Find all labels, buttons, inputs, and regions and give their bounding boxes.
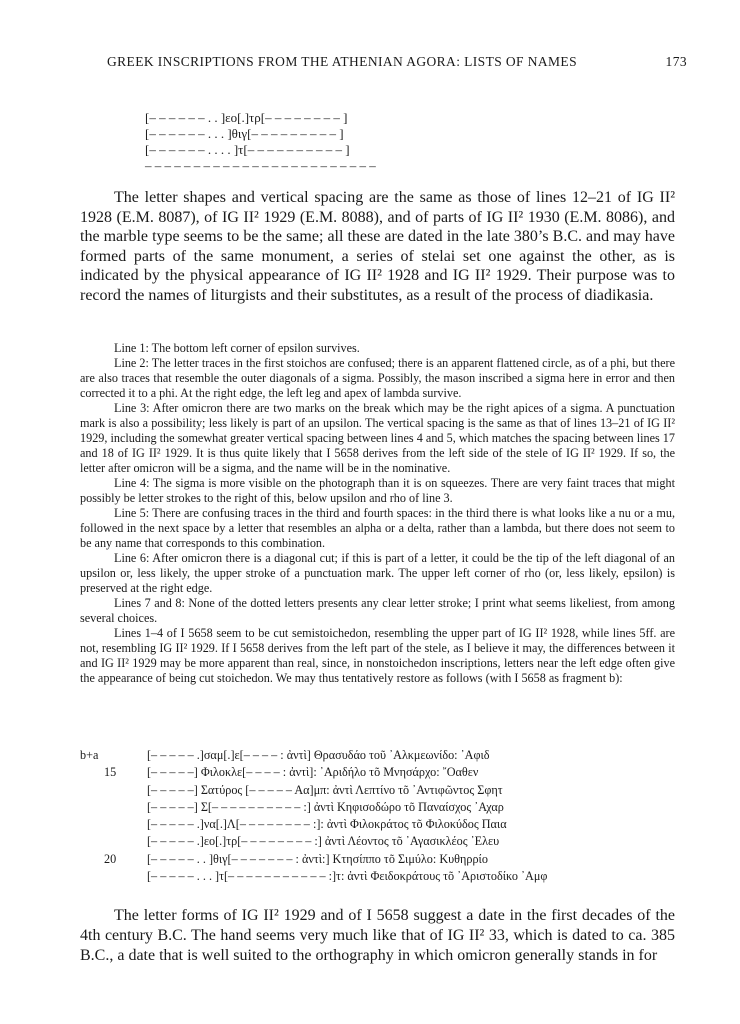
paragraph-1: The letter shapes and vertical spacing are the same as those of lines 12–21 of IG II² 1928 (E.M. 8087), of IG II² 1929 (E.M. 8088), and of parts of IG II² 1930 (E.M. 8086), and the marble type seems to be the same; all these are dated in the late 380’s B.C. and may have formed parts of the same monument, a series of stelai set one against the other, as is indicated by the physical appearance of IG II² 1928 and IG II² 1929. Their purpose was to record the names of liturgists and their substitutes, as a result of the process of diadikasia. [80, 189, 675, 304]
restoration-row [80, 833, 700, 850]
fragment-line: [– – – – – – . . ]εο[.]τρ[– – – – – – – – ] [145, 110, 348, 125]
restoration-line: [– – – – –] Φιλοκλε[– – – – : ἀντὶ]: ᾿Αριδήλο τõ Μνησάρχο: ῎Οαθεν [147, 765, 479, 780]
line-number: 20 [104, 851, 117, 866]
fragment-line: [– – – – – – . . . ]θιγ[– – – – – – – – – ] [145, 126, 344, 141]
note-lines-7-8: Lines 7 and 8: None of the dotted letters presents any clear letter stroke; I print what seems likeliest, from among several choices. [80, 596, 675, 625]
restoration-row [80, 747, 700, 764]
final-paragraph: The letter forms of IG II² 1929 and of I 5658 suggest a date in the first decades of the 4th century B.C. The hand seems very much like that of IG II² 33, which is dated to ca. 385 B.C., a date that is well suited to the orthography in which omicron generally stands in for [80, 907, 675, 964]
restoration-line: [– – – – – .]εο[.]τρ[– – – – – – – – :] ἀντὶ Λέοντος τõ ᾿Αγασικλέος ᾿Ελευ [147, 834, 500, 849]
note-line-4: Line 4: The sigma is more visible on the photograph than it is on squeezes. There are very faint traces that might possibly be letter strokes to the right of this, below upsilon and rho of line 3. [80, 476, 675, 505]
restoration-text [80, 747, 700, 885]
inscription-fragment [145, 110, 376, 174]
restoration-line: [– – – – –] Σ[– – – – – – – – – – :] ἀντὶ Κηφισοδώρο τõ Παναίσχος ᾿Αχαρ [147, 799, 504, 814]
restoration-line: [– – – – – . . . ]τ[– – – – – – – – – – – :]τ: ἀντὶ Φειδοκράτους τõ ᾿Αριστοδίκο ᾿Αμφ [147, 869, 548, 884]
note-line-2: Line 2: The letter traces in the first stoichos are confused; there is an apparent flattened circle, as of a phi, but there are also traces that resemble the outer diagonals of a sigma. Possibly, the mason inscribed a sigma here in error and then corrected it to a phi. At the right edge, the left leg and apex of lambda survive. [80, 356, 675, 400]
restoration-row [80, 799, 700, 816]
fragment-line: – – – – – – – – – – – – – – – – – – – – – – – – [145, 158, 376, 173]
restoration-line: [– – – – –] Σατύρος [– – – – – Αα]μπ: ἀντὶ Λεπτίνο τõ ᾿Αντιφῶντος Σφητ [147, 782, 503, 797]
note-line-3: Line 3: After omicron there are two marks on the break which may be the right apices of a sigma. A punctuation mark is also a possibility; less likely is part of an upsilon. The vertical spacing is the same as that of lines 13–21 of IG II² 1929, including the somewhat greater vertical spacing between lines 4 and 5, which matches the spacing between lines 17 and 18 of IG II² 1929. It is thus quite likely that I 5658 derives from the left side of the stele of IG II² 1929. If so, the letter after omicron will be a sigma, and the name will be in the nominative. [80, 401, 675, 475]
restoration-line: [– – – – – . . ]θιγ[– – – – – – – : ἀντὶ:] Κτησίππο τõ Σιμύλο: Κυθηρρίο [147, 851, 488, 866]
fragment-line: [– – – – – – . . . . ]τ[– – – – – – – – – – ] [145, 142, 350, 157]
note-line-6: Line 6: After omicron there is a diagonal cut; if this is part of a letter, it could be the tip of the left diagonal of an upsilon or, less likely, the upper stroke of a punctuation mark. The upper left corner of rho (or, less likely, epsilon) is preserved at the right edge. [80, 551, 675, 595]
restoration-line: [– – – – – .]να[.]Λ[– – – – – – – – :]: ἀντὶ Φιλοκράτος τõ Φιλοκύδος Παια [147, 817, 507, 832]
fragment-label: b+a [80, 748, 99, 762]
restoration-row [80, 782, 700, 799]
page-number: 173 [665, 54, 687, 69]
note-lines-1-4: Lines 1–4 of I 5658 seem to be cut semistoichedon, resembling the upper part of IG II² 1928, while lines 5ff. are not, resembling IG II² 1929. If I 5658 derives from the left part of the stele, as I believe it may, the differences between it and IG II² 1929 may be more apparent than real, since, in nonstoichedon inscriptions, letters near the left edge often give the appearance of being cut stoichedon. We may thus tentatively restore as follows (with I 5658 as fragment b): [80, 626, 675, 685]
restoration-line: [– – – – – .]σαμ[.]ε[– – – – : ἀντὶ] Θρασυδάο τοῦ ᾿Αλκμεωνίδο: ᾿Αφιδ [147, 748, 490, 762]
header-title: GREEK INSCRIPTIONS FROM THE ATHENIAN AGORA: LISTS OF NAMES [107, 54, 577, 69]
restoration-row [80, 851, 700, 868]
restoration-row [80, 764, 700, 781]
restoration-row [80, 868, 700, 885]
restoration-row [80, 816, 700, 833]
note-line-5: Line 5: There are confusing traces in the third and fourth spaces: in the third there is what looks like a nu or a mu, followed in the next space by a letter that resembles an alpha or a delta, rather than a lambda, but there does not seem to be any name that corresponds to this combination. [80, 506, 675, 550]
note-line-1: Line 1: The bottom left corner of epsilon survives. [114, 341, 360, 355]
line-number: 15 [104, 765, 117, 780]
line-notes [80, 341, 675, 686]
